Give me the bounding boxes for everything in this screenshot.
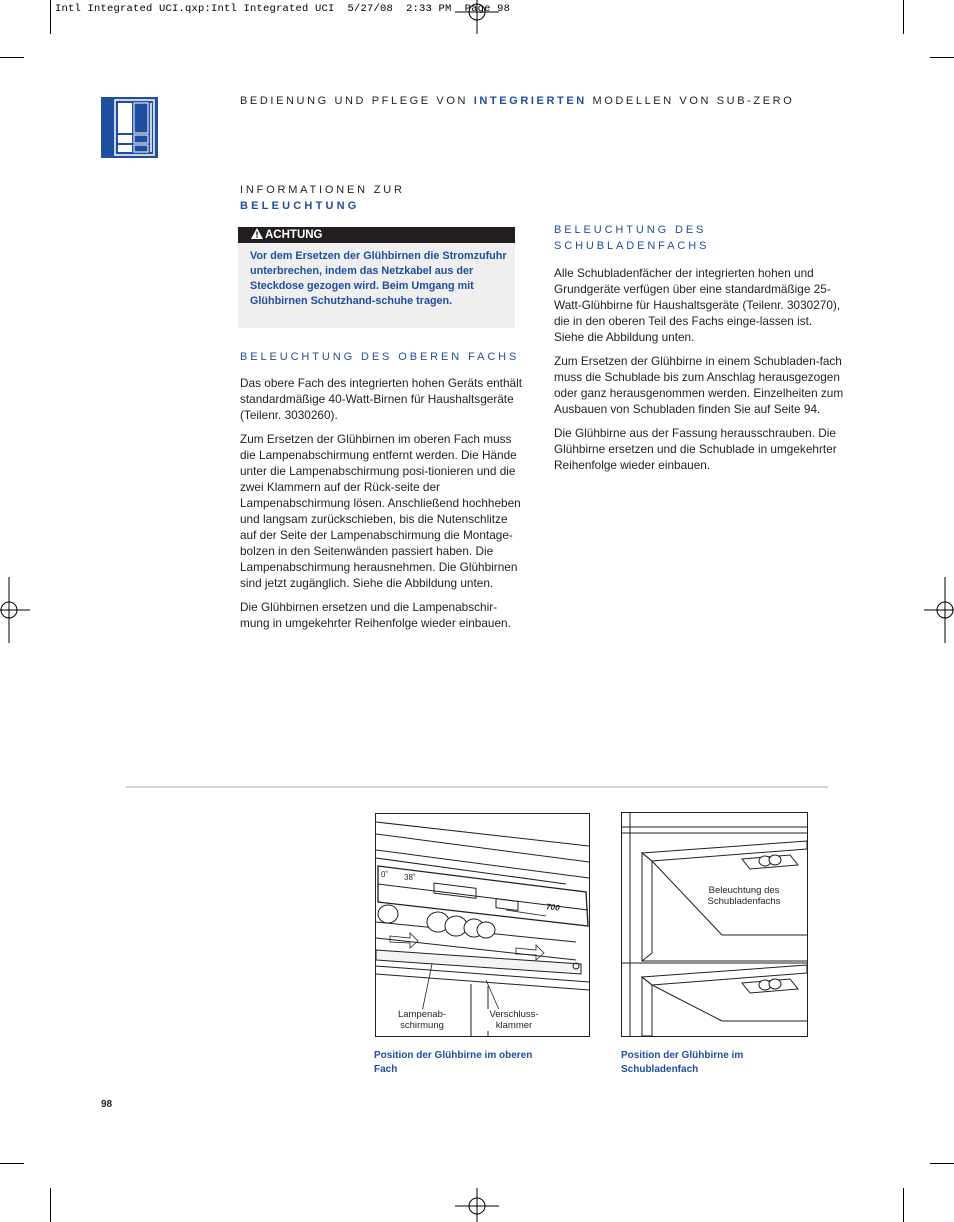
display-temp-right: 38˚	[404, 873, 416, 882]
section-divider	[126, 786, 828, 788]
figure-upper-caption-line2: Fach	[374, 1064, 398, 1075]
running-header	[240, 95, 794, 107]
drawer-compartment-drawing	[622, 813, 807, 1036]
drawer-paragraph-3: Die Glühbirne aus der Fassung herausschrauben. Die Glühbirne ersetzen und die Schublade in umgekehrter Reihenfolge wieder einbauen.	[554, 426, 837, 472]
drawer-paragraph-1: Alle Schubladenfächer der integrierten hohen und Grundgeräte verfügen über eine standardmäßige 25-Watt-Glühbirne für Haushaltsgeräte (Teilenr. 3030270), die in den oberen Teil des Fachs einge-lassen ist. Siehe die Abbildung unten.	[554, 266, 841, 344]
section-title-line1: INFORMATIONEN ZUR	[240, 184, 405, 196]
label-drawer-light-line2: Schubladenfachs	[707, 896, 781, 907]
header-emphasis: INTEGRIERTEN	[473, 95, 587, 107]
upper-compartment-drawing	[376, 814, 589, 1036]
figure-upper-caption-line1: Position der Glühbirne im oberen	[374, 1050, 533, 1061]
label-lamp-shield-line2: schirmung	[400, 1020, 444, 1031]
figure-drawer-caption-line1: Position der Glühbirne im	[621, 1050, 744, 1061]
section-title-line2: BELEUCHTUNG	[240, 200, 360, 212]
upper-paragraph-3: Die Glühbirnen ersetzen und die Lampenabschir-mung in umgekehrter Reihenfolge wieder einbauen.	[240, 600, 511, 630]
warning-box	[238, 227, 515, 328]
label-clip-line1: Verschluss-	[489, 1009, 539, 1020]
figure-drawer-caption-line2: Schubladenfach	[621, 1064, 699, 1075]
upper-heading: BELEUCHTUNG DES OBEREN FACHS	[240, 351, 520, 363]
label-clip-line2: klammer	[495, 1020, 533, 1031]
drawer-heading	[554, 222, 709, 254]
page-number: 98	[101, 1099, 113, 1110]
drawer-body	[554, 265, 844, 481]
upper-paragraph-2: Zum Ersetzen der Glühbirnen im oberen Fach muss die Lampenabschirmung entfernt werden. Die Hände unter die Lampenabschirmung posi-tionieren und die zwei Klammern auf der Rück-seite der Lampenabschirmung lösen. Anschließend hochheben und langsam zurückschieben, bis die Nutenschlitze auf der Seite der Lampenabschirmung die Montage-bolzen in den Seitenwänden passiert haben. Die Lampenabschirmung herausnehmen. Die Glühbirnen sind jetzt zugänglich. Siehe die Abbildung unten.	[240, 432, 521, 590]
header-prefix: BEDIENUNG UND PFLEGE VON	[240, 95, 474, 107]
warning-text: Vor dem Ersetzen der Glühbirnen die Stromzufuhr unterbrechen, indem das Netzkabel aus der Steckdose gezogen wird. Beim Umgang mit Glühbirnen Schutzhand-schuhe tragen.	[250, 250, 507, 307]
figure-upper-compartment	[375, 813, 590, 1037]
model-number: 700	[545, 902, 561, 913]
upper-paragraph-1: Das obere Fach des integrierten hohen Geräts enthält standardmäßige 40-Watt-Birnen für Haushaltsgeräte (Teilenr. 3030260).	[240, 376, 522, 422]
warning-header	[238, 227, 515, 243]
upper-body	[240, 375, 522, 639]
warning-triangle-icon	[251, 227, 263, 243]
print-slug: Intl Integrated UCI.qxp:Intl Integrated UCI 5/27/08 2:33 PM Page 98	[55, 3, 511, 15]
figure-drawer-caption	[621, 1049, 821, 1077]
drawer-heading-line1: BELEUCHTUNG DES	[554, 224, 707, 236]
label-lamp-shield	[390, 1009, 454, 1031]
header-suffix: MODELLEN VON SUB-ZERO	[586, 95, 795, 107]
drawer-heading-line2: SCHUBLADENFACHS	[554, 240, 710, 252]
figure-drawer-compartment	[621, 812, 808, 1037]
display-temp-left: 0˚	[381, 870, 389, 879]
drawer-paragraph-2: Zum Ersetzen der Glühbirne in einem Schubladen-fach muss die Schublade bis zum Anschlag herausgezogen oder ganz herausgenommen werden. Einzelheiten zum Ausbauen von Schubladen finden Sie auf Seite 94.	[554, 354, 844, 416]
figure-upper-caption	[374, 1049, 574, 1077]
label-clip	[482, 1009, 546, 1031]
label-lamp-shield-line1: Lampenab-	[397, 1009, 447, 1020]
label-drawer-light-line1: Beleuchtung des	[708, 885, 780, 896]
integrated-refrigerator-icon	[101, 97, 158, 158]
warning-label: ACHTUNG	[265, 229, 323, 241]
label-drawer-light	[696, 885, 792, 907]
section-title	[240, 182, 405, 214]
